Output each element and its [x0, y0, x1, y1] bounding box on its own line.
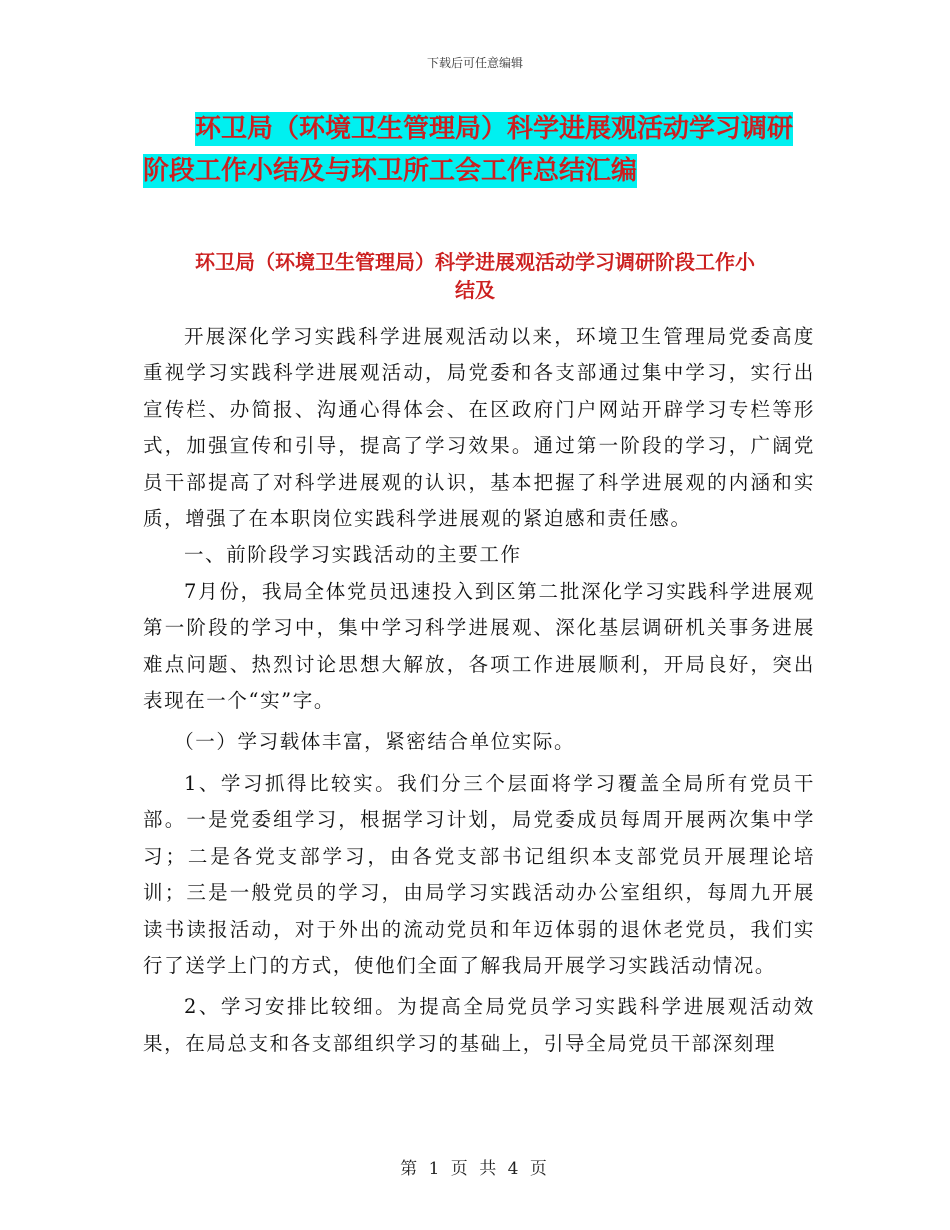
body-paragraph-intro: 开展深化学习实践科学进展观活动以来，环境卫生管理局党委高度重视学习实践科学进展观活动，局党委和各支部通过集中学习，实行出宣传栏、办简报、沟通心得体会、在区政府门户网站开辟学习专栏等形式，加强宣传和引导，提高了学习效果。通过第一阶段的学习，广阔党员干部提高了对科学进展观的认识，基本把握了科学进展观的内涵和实质，增强了在本职岗位实践科学进展观的紧迫感和责任感。 [143, 325, 815, 531]
main-title-line-1-text: 环卫局（环境卫生管理局）科学进展观活动学习调研 [195, 114, 794, 144]
body-paragraph-item-1: 1、学习抓得比较实。我们分三个层面将学习覆盖全局所有党员干部。一是党委组学习，根据学习计划，局党委成员每周开展两次集中学习；二是各党支部学习，由各党支部书记组织本支部党员开展理论培训；三是一般党员的学习，由局学习实践活动办公室组织，每周九开展读书读报活动，对于外出的流动党员和年迈体弱的退休老党员，我们实行了送学上门的方式，使他们全面了解我局开展学习实践活动情况。 [143, 771, 815, 977]
body-heading-part-one: 一、前阶段学习实践活动的主要工作 [183, 543, 522, 567]
body-paragraph-july: 7月份，我局全体党员迅速投入到区第二批深化学习实践科学进展观第一阶段的学习中，集中学习科学进展观、深化基层调研机关事务进展难点问题、热烈讨论思想大解放，各项工作进展顺利，开局良好，突出表现在一个“实”字。 [143, 579, 815, 713]
document-main-title [140, 108, 830, 192]
section-title-line-2: 结及 [455, 278, 495, 302]
body-subheading-one: （一）学习载体丰富，紧密结合单位实际。 [174, 730, 576, 754]
main-title-line-1 [140, 108, 830, 150]
body-paragraph-item-2: 2、学习安排比较细。为提高全局党员学习实践科学进展观活动效果，在局总支和各支部组织学习的基础上，引导全局党员干部深刻理 [143, 995, 815, 1055]
section-title [140, 248, 810, 304]
page-footer: 第 1 页 共 4 页 [400, 1159, 550, 1179]
main-title-line-2-text: 阶段工作小结及与环卫所工会工作总结汇编 [143, 156, 638, 186]
page-header-note: 下载后可任意编辑 [426, 56, 523, 70]
main-title-line-2 [140, 150, 830, 192]
section-title-line-1: 环卫局（环境卫生管理局）科学进展观活动学习调研阶段工作小 [195, 250, 755, 274]
document-body [143, 319, 815, 1062]
